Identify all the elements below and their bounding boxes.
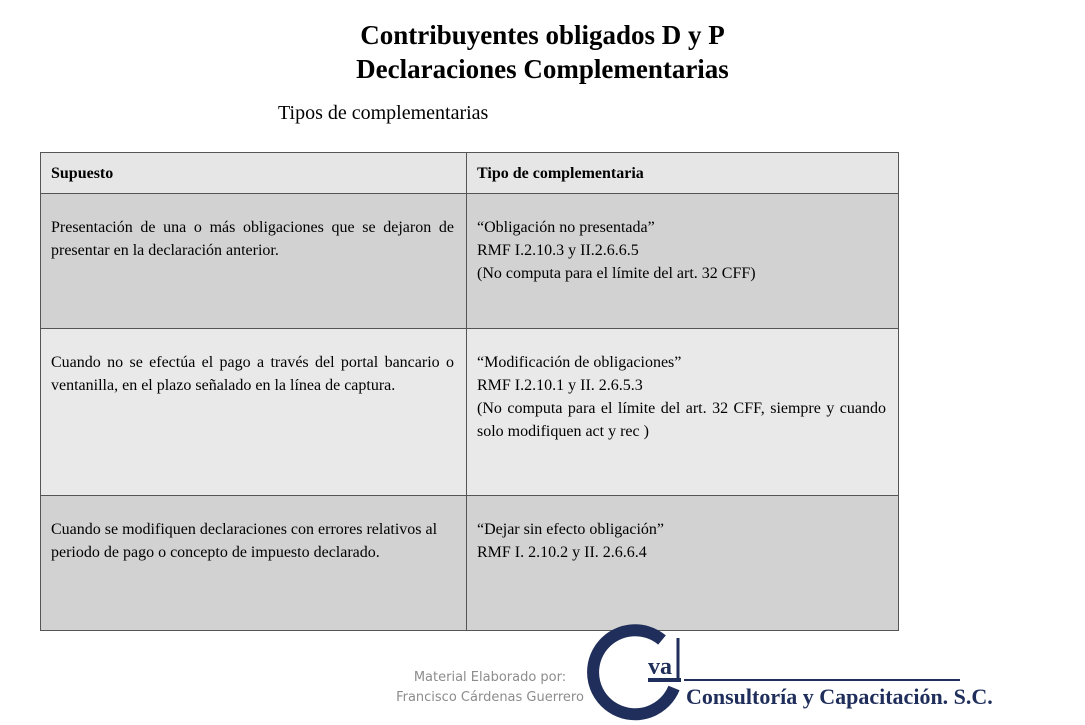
tipo-name: “Dejar sin efecto obligación”	[477, 521, 665, 538]
cell-supuesto: Cuando se modifiquen declaraciones con errores relativos al periodo de pago o concepto de impuesto declarado.	[41, 496, 467, 631]
company-logo	[596, 630, 993, 720]
tipo-rule: RMF I.2.10.3 y II.2.6.6.5	[477, 242, 639, 259]
table-header-row	[41, 153, 899, 194]
credit-line-1: Material Elaborado por:	[413, 670, 567, 685]
cell-supuesto: Presentación de una o más obligaciones que se dejaron de presentar en la declaración anterior.	[41, 194, 467, 329]
table-row	[41, 194, 899, 329]
company-name: Consultoría y Capacitación. S.C.	[686, 684, 993, 709]
credit-line-2: Francisco Cárdenas Guerrero	[396, 690, 584, 705]
column-header-supuesto: Supuesto	[41, 153, 467, 194]
section-subtitle: Tipos de complementarias	[278, 102, 489, 124]
column-header-tipo: Tipo de complementaria	[467, 153, 899, 194]
tipo-note: (No computa para el límite del art. 32 CFF, siempre y cuando solo modifiquen act y rec )	[477, 400, 886, 440]
tipo-rule: RMF I.2.10.1 y II. 2.6.5.3	[477, 377, 643, 394]
cell-tipo	[467, 194, 899, 329]
tipo-rule: RMF I. 2.10.2 y II. 2.6.6.4	[477, 544, 647, 561]
complementarias-table	[40, 152, 899, 631]
table-row	[41, 329, 899, 496]
table-row	[41, 496, 899, 631]
page-title	[0, 18, 1085, 86]
title-line-1: Contribuyentes obligados D y P	[360, 20, 725, 50]
cell-tipo	[467, 496, 899, 631]
tipo-note: (No computa para el límite del art. 32 CFF)	[477, 265, 756, 282]
title-line-2: Declaraciones Complementarias	[356, 54, 729, 84]
tipo-name: “Modificación de obligaciones”	[477, 354, 682, 371]
cell-supuesto: Cuando no se efectúa el pago a través del portal bancario o ventanilla, en el plazo señalado en la línea de captura.	[41, 329, 467, 496]
author-credit	[380, 668, 600, 708]
cell-tipo	[467, 329, 899, 496]
logo-letters: va	[648, 654, 672, 680]
tipo-name: “Obligación no presentada”	[477, 219, 655, 236]
